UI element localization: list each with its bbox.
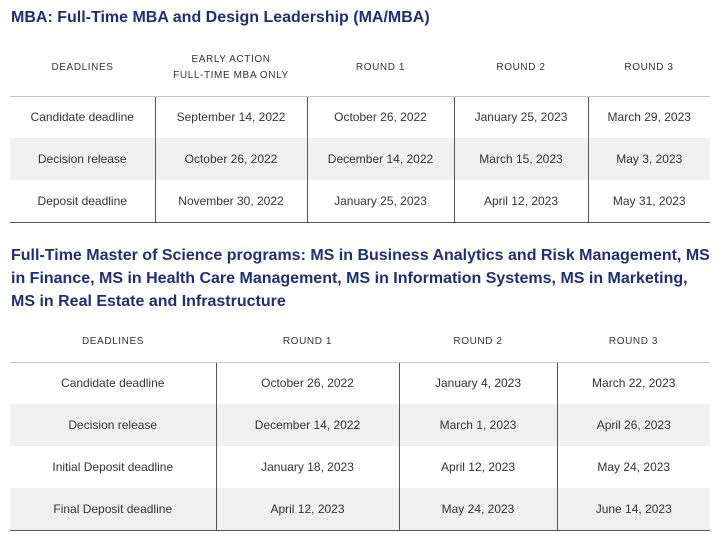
header-early-action <box>155 41 307 96</box>
table-cell: October 26, 2022 <box>155 138 307 180</box>
row-label: Deposit deadline <box>10 180 155 222</box>
header-round-2: ROUND 2 <box>454 41 588 96</box>
table-cell: March 15, 2023 <box>454 138 588 180</box>
table-cell: April 12, 2023 <box>454 180 588 222</box>
header-early-action-line2: FULL-TIME MBA ONLY <box>173 70 289 82</box>
table-cell: January 25, 2023 <box>307 180 454 222</box>
table-cell: October 26, 2022 <box>216 362 399 404</box>
table-cell: March 22, 2023 <box>557 362 710 404</box>
table-cell: December 14, 2022 <box>307 138 454 180</box>
header-early-action-line1: EARLY ACTION <box>191 54 271 66</box>
table-row <box>10 138 710 180</box>
table-cell: May 3, 2023 <box>588 138 710 180</box>
header-round-3: ROUND 3 <box>588 41 710 96</box>
table-cell: April 12, 2023 <box>216 488 399 530</box>
header-round-1: ROUND 1 <box>307 41 454 96</box>
table-cell: December 14, 2022 <box>216 404 399 446</box>
table-cell: May 31, 2023 <box>588 180 710 222</box>
table-cell: October 26, 2022 <box>307 96 454 138</box>
table-cell: June 14, 2023 <box>557 488 710 530</box>
table-cell: January 4, 2023 <box>399 362 557 404</box>
table-cell: January 18, 2023 <box>216 446 399 488</box>
table-cell: March 29, 2023 <box>588 96 710 138</box>
table-row <box>10 180 710 222</box>
header-round-2: ROUND 2 <box>399 322 557 362</box>
table-header-row <box>10 41 710 96</box>
section-title-mba: MBA: Full-Time MBA and Design Leadership (MA/MBA) <box>11 9 430 26</box>
row-label: Decision release <box>10 138 155 180</box>
table-cell: March 1, 2023 <box>399 404 557 446</box>
table-row <box>10 96 710 138</box>
table-row <box>10 446 710 488</box>
header-round-1: ROUND 1 <box>216 322 399 362</box>
table-header-row <box>10 322 710 362</box>
table-cell: April 26, 2023 <box>557 404 710 446</box>
table-row <box>10 404 710 446</box>
row-label: Initial Deposit deadline <box>52 460 174 474</box>
table-cell: November 30, 2022 <box>155 180 307 222</box>
table-cell: May 24, 2023 <box>557 446 710 488</box>
section-title-ms-programs: Full-Time Master of Science programs: MS in Business Analytics and Risk Management, MS in Finance, MS in Health Care Management, MS in Information Systems, MS in Marketing, MS in Real Estate and Infrastructure <box>11 247 710 310</box>
table-row <box>10 362 710 404</box>
header-deadlines: DEADLINES <box>10 41 155 96</box>
table-row <box>10 488 710 530</box>
header-round-3: ROUND 3 <box>557 322 710 362</box>
row-label: Final Deposit deadline <box>10 488 216 530</box>
table-cell: April 12, 2023 <box>399 446 557 488</box>
ms-deadlines-table <box>10 322 710 531</box>
table-cell: September 14, 2022 <box>155 96 307 138</box>
row-label: Candidate deadline <box>30 110 134 125</box>
row-label: Candidate deadline <box>61 376 165 391</box>
row-label: Decision release <box>10 404 216 446</box>
header-deadlines: DEADLINES <box>10 322 216 362</box>
table-cell: January 25, 2023 <box>454 96 588 138</box>
mba-deadlines-table <box>10 41 710 223</box>
table-cell: May 24, 2023 <box>399 488 557 530</box>
